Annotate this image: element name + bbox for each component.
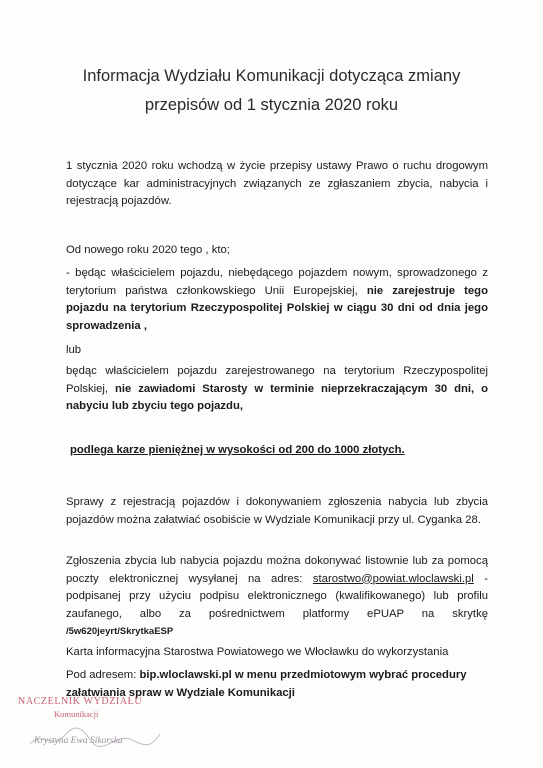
item-2-text: będąc właścicielem pojazdu zarejestrowanego na terytorium Rzeczypospolitej Polskiej,: [66, 365, 488, 395]
or-word: lub: [66, 344, 82, 356]
cases-paragraph: Sprawy z rejestracją pojazdów i dokonywaniem zgłoszenia nabycia lub zbycia pojazdów można załatwiać osobiście w Wydziale Komunikacji przy ul. Cyganka 28.: [66, 496, 488, 526]
item-2-bold-text: nie zawiadomi Starosty w terminie nieprzekraczającym 30 dni, o nabyciu lub zbyciu tego pojazdu,: [66, 382, 488, 412]
notice-paragraph: [66, 553, 488, 641]
address-bold-text: bip.wloclawski.pl w menu przedmiotowym wybrać procedury załatwiania spraw w Wydziale Komunikacji: [66, 669, 467, 699]
notice-text-1: Zgłoszenia zbycia lub nabycia pojazdu można dokonywać listownie lub za pomocą poczty elektronicznej wysyłanej na adres:: [66, 555, 488, 585]
from-new-year-line: Od nowego roku 2020 tego , kto;: [66, 244, 230, 256]
info-card-line: Karta informacyjna Starostwa Powiatowego we Włocławku do wykorzystania: [66, 646, 449, 658]
item-1-bold-text: nie zarejestruje tego pojazdu na terytorium Rzeczypospolitej Polskiej w ciągu 30 dni od dnia jego sprowadzenia ,: [66, 284, 488, 332]
notice-text-2: - podpisanej przy użyciu podpisu elektronicznego (kwalifikowanego) lub profilu zaufanego, albo za pośrednictwem platformy ePUAP na skrytkę: [66, 572, 488, 620]
official-stamp: [12, 692, 172, 762]
email-link[interactable]: starostwo@powiat.wloclawski.pl: [312, 572, 474, 585]
item-1-paragraph: [66, 265, 488, 335]
title-line-2: przepisów od 1 stycznia 2020 roku: [144, 96, 399, 114]
title-line-1: Informacja Wydziału Komunikacji dotycząca zmiany: [82, 67, 461, 85]
item-1-text: - będąc właścicielem pojazdu, niebędącego pojazdem nowym, sprowadzonego z terytorium państwa członkowskiego Unii Europejskiej,: [66, 267, 488, 297]
stamp-line-1: NACZELNIK WYDZIAŁU: [18, 696, 143, 707]
stamp-line-2: Komunikacji: [54, 709, 99, 719]
signature-name: Krystyna Ewa Sikorska: [34, 736, 123, 746]
penalty-line: podlega karze pieniężnej w wysokości od 200 do 1000 złotych.: [70, 444, 405, 456]
address-text: Pod adresem:: [66, 669, 140, 681]
item-2-paragraph: [66, 363, 488, 416]
epuap-box: /5w620jeyrt/SkrytkaESP: [66, 626, 174, 637]
document-title: [40, 62, 503, 120]
intro-paragraph: 1 stycznia 2020 roku wchodzą w życie przepisy ustawy Prawo o ruchu drogowym dotyczące kar administracyjnych związanych ze zgłaszaniem zbycia, nabycia i rejestracją pojazdów.: [66, 160, 488, 207]
